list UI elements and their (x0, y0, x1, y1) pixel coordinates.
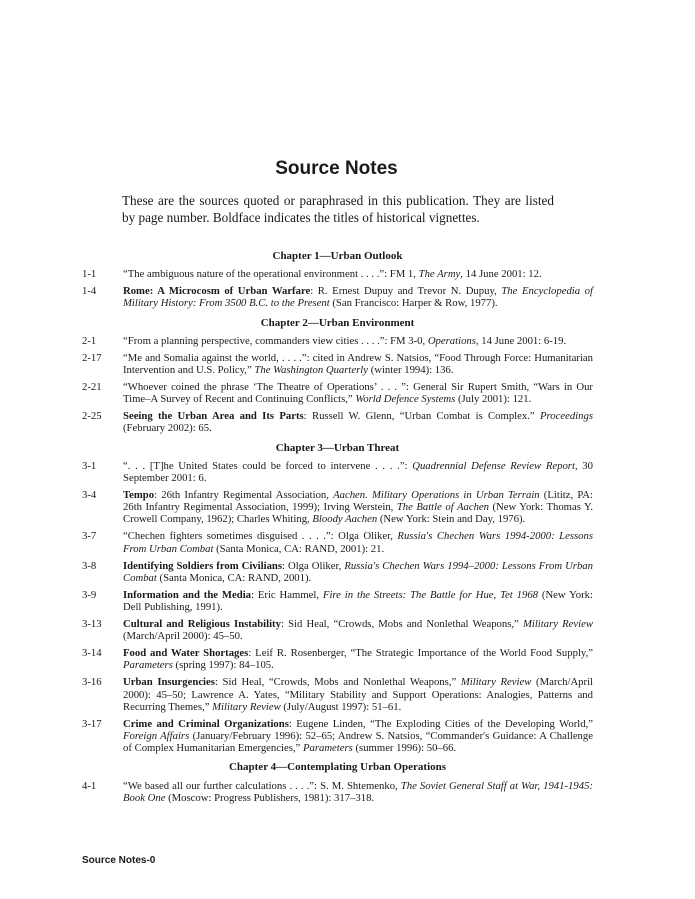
citation-text: “Chechen fighters sometimes disguised . . . .”: Olga Oliker, (123, 530, 398, 543)
entry-citation (123, 560, 593, 584)
entry-page-number: 3-9 (82, 588, 97, 601)
entry-citation (123, 285, 593, 309)
entry-citation (123, 489, 593, 526)
publication-title: Military Review (460, 676, 532, 689)
citation-text: : 26th Infantry Regimental Association, (154, 489, 334, 502)
citation-text: (New York: Stein and Day, 1976). (377, 513, 526, 526)
publication-title: The Soviet General Staff at War, 1941-1945: Book One (123, 779, 593, 804)
citation-text: (New York: Dell Publishing, 1991). (123, 588, 593, 614)
citation-text: “The ambiguous nature of the operational environment . . . .”: FM 1, (123, 268, 419, 281)
citation-text: (July/August 1997): 51–61. (280, 700, 402, 713)
source-entry (82, 560, 593, 584)
entry-page-number: 2-1 (82, 334, 97, 347)
citation-text: “We based all our further calculations . . . .”: S. M. Shtemenko, (123, 779, 401, 792)
source-entry (82, 460, 593, 484)
publication-title: World Defence Systems (355, 393, 456, 406)
publication-title: Proceedings (539, 410, 593, 423)
citation-text: : Russell W. Glenn, “Urban Combat is Complex.” (303, 410, 540, 423)
publication-title: The Battle of Aachen (396, 501, 489, 514)
source-entry (82, 410, 593, 434)
citation-text: , 14 June 2001: 6-19. (475, 334, 567, 347)
entry-citation (123, 676, 593, 713)
entry-page-number: 2-17 (82, 351, 102, 364)
chapter-heading: Chapter 4—Contemplating Urban Operations (228, 761, 447, 774)
entry-citation (123, 647, 593, 671)
citation-text: (Santa Monica, CA: RAND, 2001): 21. (213, 542, 385, 555)
publication-title: Operations (427, 334, 476, 347)
publication-title: Foreign Affairs (123, 730, 190, 743)
citation-text: (summer 1996): 50–66. (352, 742, 457, 755)
entry-citation (123, 460, 593, 484)
source-entry (82, 268, 593, 280)
chapter-heading: Chapter 1—Urban Outlook (272, 250, 403, 262)
citation-text: (winter 1994): 136. (368, 364, 454, 377)
source-entry (82, 589, 593, 613)
vignette-title: Seeing the Urban Area and Its Parts (123, 410, 304, 423)
publication-title: Parameters (302, 742, 353, 755)
entry-page-number: 3-8 (82, 559, 97, 572)
citation-text: “From a planning perspective, commanders view cities . . . .”: FM 3-0, (123, 334, 428, 347)
entry-page-number: 3-7 (82, 530, 97, 543)
citation-text: (July 2001): 121. (455, 393, 532, 406)
publication-title: Bloody Aachen (312, 513, 378, 526)
publication-title: Russia's Chechen Wars 1994–2000: Lessons From Urban Combat (123, 559, 593, 584)
citation-text: : R. Ernest Dupuy and Trevor N. Dupuy, (310, 285, 502, 298)
vignette-title: Urban Insurgencies (123, 676, 215, 689)
source-entry (82, 676, 593, 713)
entry-citation (123, 718, 593, 755)
publication-title: The Washington Quarterly (254, 364, 369, 377)
citation-text: (February 2002): 65. (123, 422, 212, 435)
chapter-heading: Chapter 2—Urban Environment (260, 316, 415, 329)
source-notes-list (82, 250, 593, 809)
source-entry (82, 285, 593, 309)
entry-page-number: 3-1 (82, 459, 97, 472)
citation-text: , 14 June 2001: 12. (460, 268, 542, 281)
entry-citation (123, 335, 593, 347)
vignette-title: Information and the Media (123, 588, 252, 601)
citation-text: (March/April 2000): 45–50; Lawrence A. Yates, “Military Stability and Support Operations: Analogies, Patterns and Recurring Themes,” (123, 676, 594, 713)
citation-text: “. . . [T]he United States could be forced to intervene . . . .”: (123, 459, 413, 472)
vignette-title: Crime and Criminal Organizations (123, 717, 289, 730)
publication-title: The Army (418, 268, 461, 281)
entry-page-number: 3-16 (82, 676, 102, 689)
entry-page-number: 3-17 (82, 717, 102, 730)
entry-citation (123, 381, 593, 405)
citation-text: : Sid Heal, “Crowds, Mobs and Nonlethal Weapons,” (214, 676, 461, 689)
entry-citation (123, 780, 593, 804)
citation-text: : Eugene Linden, “The Exploding Cities of the Developing World,” (288, 717, 593, 730)
citation-text: (Lititz, PA: 26th Infantry Regimental Association, 1999); Irving Werstein, (123, 489, 593, 514)
source-entry (82, 335, 593, 347)
citation-text: , 30 September 2001: 6. (123, 459, 593, 485)
citation-text: (spring 1997): 84–105. (172, 659, 274, 672)
citation-text: (Moscow: Progress Publishers, 1981): 317–318. (165, 791, 375, 804)
publication-title: Quadrennial Defense Review Report (412, 459, 575, 472)
entry-page-number: 3-13 (82, 618, 102, 631)
citation-text: “Whoever coined the phrase ‘The Theatre of Operations’ . . . ”: General Sir Rupert Smith, “Wars in Our Time–A Survey of Recent and Continuing Conflicts,” (123, 381, 593, 406)
entry-page-number: 2-25 (82, 410, 102, 423)
citation-text: : Leif R. Rosenberger, “The Strategic Importance of the World Food Supply,” (248, 647, 593, 660)
vignette-title: Identifying Soldiers from Civilians (123, 559, 283, 572)
citation-text: (New York: Thomas Y. Crowell Company, 1962); Charles Whiting, (123, 501, 593, 526)
publication-title: The Encyclopedia of Military History: From 3500 B.C. to the Present (123, 285, 593, 310)
citation-text: (San Francisco: Harper & Row, 1977). (329, 297, 498, 310)
citation-text: (January/February 1996): 52–65; Andrew S. Natsios, “Commander's Guidance: A Challenge of Complex Humanitarian Emergencies,” (123, 730, 593, 755)
citation-text: : Eric Hammel, (251, 588, 323, 601)
entry-page-number: 1-1 (82, 268, 97, 281)
publication-title: Military Review (522, 618, 593, 631)
publication-title: Russia's Chechen Wars 1994-2000: Lessons From Urban Combat (123, 530, 593, 555)
entry-page-number: 3-14 (82, 647, 102, 660)
page-title: Source Notes (275, 158, 398, 179)
entry-citation (123, 530, 593, 554)
citation-text: (Santa Monica, CA: RAND, 2001). (156, 571, 312, 584)
citation-text: “Me and Somalia against the world, . . . .”: cited in Andrew S. Natsios, “Food Through Force: Humanitarian Intervention and U.S. Policy,” (123, 351, 593, 377)
chapter-heading: Chapter 3—Urban Threat (275, 441, 400, 454)
publication-title: Fire in the Streets: The Battle for Hue, Tet 1968 (322, 588, 539, 601)
publication-title: Military Review (212, 700, 281, 713)
citation-text: : Olga Oliker, (282, 559, 345, 572)
source-entry (82, 381, 593, 405)
entry-citation (123, 410, 593, 434)
vignette-title: Tempo (123, 489, 155, 502)
entry-citation (123, 352, 593, 376)
citation-text: : Sid Heal, “Crowds, Mobs and Nonlethal Weapons,” (280, 618, 523, 631)
entry-citation (123, 268, 593, 280)
entry-citation (123, 618, 593, 642)
source-entry (82, 352, 593, 376)
entry-page-number: 1-4 (82, 285, 97, 298)
page-footer: Source Notes-0 (82, 855, 156, 866)
source-entry (82, 618, 593, 642)
source-entry (82, 718, 593, 755)
entry-page-number: 4-1 (82, 779, 97, 792)
entry-citation (123, 589, 593, 613)
source-entry (82, 780, 593, 804)
publication-title: Parameters (123, 659, 173, 672)
entry-page-number: 3-4 (82, 489, 97, 502)
entry-page-number: 2-21 (82, 381, 102, 394)
vignette-title: Cultural and Religious Instability (123, 618, 281, 631)
source-entry (82, 530, 593, 554)
vignette-title: Rome: A Microcosm of Urban Warfare (123, 285, 311, 298)
source-entry (82, 489, 593, 526)
publication-title: Aachen. Military Operations in Urban Terrain (333, 489, 540, 502)
citation-text: (March/April 2000): 45–50. (123, 630, 243, 643)
source-entry (82, 647, 593, 671)
intro-paragraph: These are the sources quoted or paraphrased in this publication. They are listed by page number. Boldface indicates the titles of historical vignettes. (122, 193, 554, 225)
vignette-title: Food and Water Shortages (123, 647, 249, 660)
